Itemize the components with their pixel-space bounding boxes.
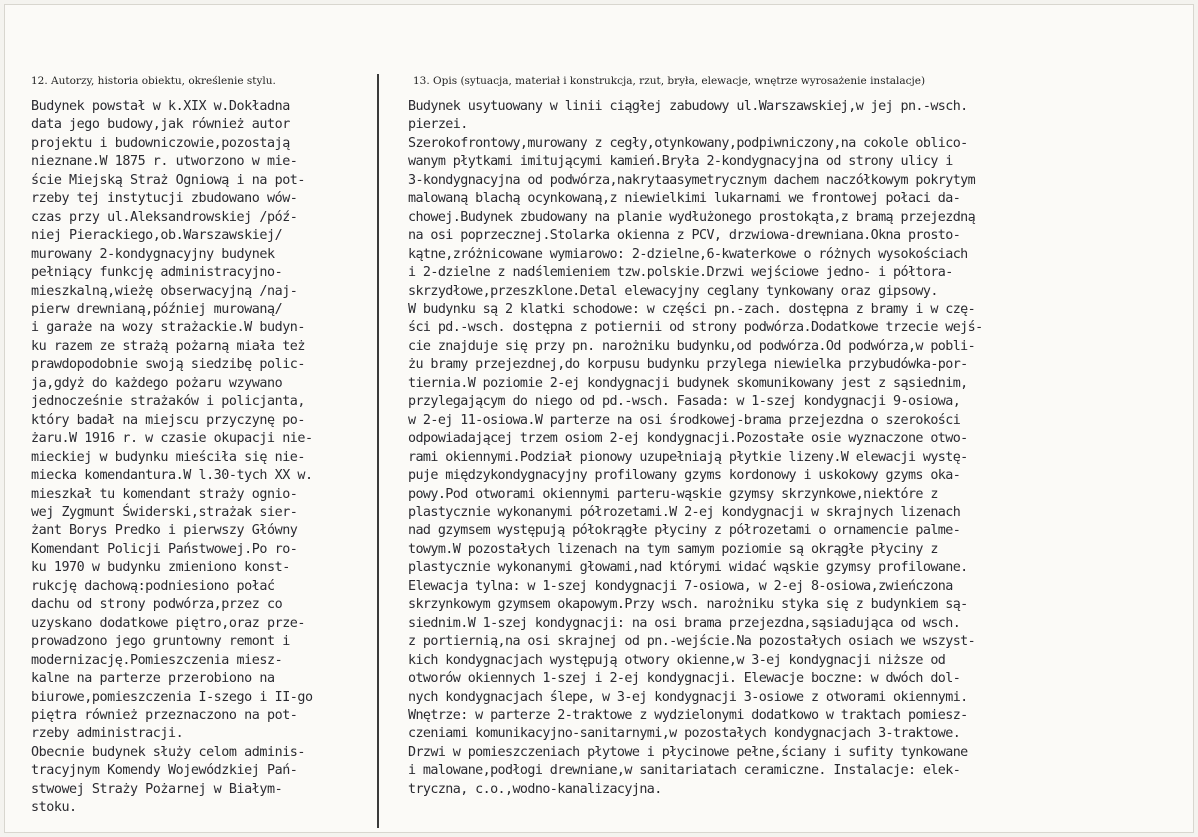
text-line: projektu i budowniczowie,pozostają	[31, 135, 290, 151]
text-line: ści pd.-wsch. dostępna z potiernii od strony podwórza.Dodatkowe trzecie wejś-	[408, 320, 983, 336]
text-line: plastycznie wykonanymi półrozetami.W 2-ej kondygnacji w skrajnych lizenach	[408, 504, 961, 520]
text-line: rzeby tej instytucji zbudowano wów-	[31, 191, 298, 207]
text-line: modernizację.Pomieszczenia miesz-	[31, 652, 283, 668]
text-line: murowany 2-kondygnacyjny budynek	[31, 246, 275, 262]
text-line: niej Pierackiego,ob.Warszawskiej/	[31, 228, 283, 244]
text-line: stwowej Straży Pożarnej w Białym-	[31, 781, 283, 797]
text-line: Elewacja tylna: w 1-szej kondygnacji 7-osiowa, w 2-ej 8-osiowa,zwieńczona	[408, 578, 953, 594]
text-line: czas przy ul.Aleksandrowskiej /póź-	[31, 209, 298, 225]
text-line: 3-kondygnacyjna od podwórza,nakrytaasymetrycznym dachem naczółkowym pokrytym	[408, 172, 976, 188]
section-12-text	[31, 98, 313, 818]
text-line: mieckiej w budynku mieściła się nie-	[31, 449, 306, 465]
text-line: tracyjnym Komendy Wojewódzkiej Pań-	[31, 763, 298, 779]
text-line: Wnętrze: w parterze 2-traktowe z wydzielonymi dodatkowo w traktach pomiesz-	[408, 707, 968, 723]
text-line: nych kondygnacjach ślepe, w 3-ej kondygnacji 3-osiowe z otworami okiennymi.	[408, 689, 968, 705]
text-line: nad gzymsem występują półokrągłe płyciny z półrozetami o ornamencie palme-	[408, 523, 961, 539]
text-line: chowej.Budynek zbudowany na planie wydłużonego prostokąta,z bramą przejezdną	[408, 209, 976, 225]
text-line: kich kondygnacjach występują otwory okienne,w 3-ej kondygnacji niższe od	[408, 652, 946, 668]
text-line: i malowane,podłogi drewniane,w sanitariatach ceramiczne. Instalacje: elek-	[408, 763, 961, 779]
text-line: plastycznie wykonanymi głowami,nad którymi widać wąskie gzymsy profilowane.	[408, 560, 968, 576]
text-line: data jego budowy,jak również autor	[31, 117, 290, 133]
text-line: puje międzykondygnacyjny profilowany gzyms kordonowy i uskokowy gzyms oka-	[408, 468, 961, 484]
text-line: Komendant Policji Państwowej.Po ro-	[31, 541, 298, 557]
text-line: prowadzono jego gruntowny remont i	[31, 634, 290, 650]
text-line: Szerokofrontowy,murowany z cegły,otynkowany,podpiwniczony,na cokole oblico-	[408, 135, 968, 151]
text-line: Budynek usytuowany w linii ciągłej zabudowy ul.Warszawskiej,w jej pn.-wsch.	[408, 99, 968, 114]
text-line: rukcję dachową:podniesiono połać	[31, 578, 275, 594]
section-13-header: 13. Opis (sytuacja, materiał i konstrukcja, rzut, bryła, elewacje, wnętrze wyrosażenie instalacje)	[413, 75, 926, 87]
text-line: ście Miejską Straż Ogniową i na pot-	[31, 172, 306, 188]
text-line: towym.W pozostałych lizenach na tym samym poziomie są okrągłe płyciny z	[408, 541, 938, 557]
text-line: biurowe,pomieszczenia I-szego i II-go	[31, 689, 313, 705]
text-line: wej Zygmunt Świderski,strażak sier-	[31, 504, 298, 520]
text-line: Budynek powstał w k.XIX w.Dokładna	[31, 99, 290, 114]
text-line: żant Borys Predko i pierwszy Główny	[31, 523, 298, 539]
text-line: w 2-ej 11-osiowa.W parterze na osi środkowej-brama przejezdna o szerokości	[408, 412, 961, 428]
text-line: Drzwi w pomieszczeniach płytowe i płycinowe pełne,ściany i sufity tynkowane	[408, 744, 968, 760]
text-line: i garaże na wozy strażackie.W budyn-	[31, 320, 306, 336]
text-line: ku 1970 w budynku zmieniono konst-	[31, 560, 290, 576]
text-line: żaru.W 1916 r. w czasie okupacji nie-	[31, 431, 313, 447]
text-line: mieszkalną,wieżę obserwacyjną /naj-	[31, 283, 298, 299]
text-line: rami okiennymi.Podział pionowy uzupełniają płytkie lizeny.W elewacji wystę-	[408, 449, 968, 465]
text-line: W budynku są 2 klatki schodowe: w części pn.-zach. dostępna z bramy i w czę-	[408, 301, 976, 317]
text-line: tiernia.W poziomie 2-ej kondygnacji budynek skomunikowany jest z sąsiednim,	[408, 375, 968, 391]
text-line: siednim.W 1-szej kondygnacji: na osi bramа przejezdna,sąsiadująca od wsch.	[408, 615, 961, 631]
text-line: cie znajduje się przy pn. narożniku budynku,od podwórza.Od podwórza,w pobli-	[408, 338, 976, 354]
text-line: Obecnie budynek służy celom adminis-	[31, 744, 306, 760]
text-line: żu bramy przejezdnej,do korpusu budynku przylega niewielka przybudówka-por-	[408, 357, 968, 373]
text-line: malowaną blachą ocynkowaną,z niewielkimi lukarnami we frontowej połaci da-	[408, 191, 961, 207]
text-line: mieszkał tu komendant straży ognio-	[31, 486, 298, 502]
text-line: na osi poprzecznej.Stolarka okienna z PCV, drzwiowa-drewniana.Okna prosto-	[408, 228, 961, 244]
text-line: z portiernią,na osi skrajnej od pn.-wejście.Na pozostałych osiach we wszyst-	[408, 634, 976, 650]
text-line: uzyskano dodatkowe piętro,oraz prze-	[31, 615, 306, 631]
text-line: który badał na miejscu przyczynę po-	[31, 412, 306, 428]
text-line: ja,gdyż do każdego pożaru wzywano	[31, 375, 283, 391]
text-line: kalne na parterze przerobiono na	[31, 671, 275, 687]
text-line: pierzei.	[408, 117, 468, 133]
section-13-text	[408, 98, 983, 799]
text-line: dachu od strony podwórza,przez co	[31, 597, 283, 613]
text-line: skrzynkowym gzymsem okapowym.Przy wsch. narożniku styka się z budynkiem są-	[408, 597, 968, 613]
text-line: rzeby administracji.	[31, 726, 184, 742]
text-line: skrzydłowe,przeszklone.Detal elewacyjny ceglany tynkowany oraz gipsowy.	[408, 283, 938, 299]
text-line: odpowiadającej trzem osiom 2-ej kondygnacji.Pozostałe osie wyznaczone otwo-	[408, 431, 968, 447]
text-line: prawdopodobnie swoją siedzibę polic-	[31, 357, 306, 373]
text-line: czeniami komunikacyjno-sanitarnymi,w pozostałych kondygnacjach 3-traktowe.	[408, 726, 961, 742]
text-line: powy.Pod otworami okiennymi parteru-wąskie gzymsy skrzynkowe,niektóre z	[408, 486, 938, 502]
text-line: pierw drewnianą,później murowaną/	[31, 301, 283, 317]
text-line: stoku.	[31, 800, 77, 816]
text-line: przylegającym do niego od pd.-wsch. Fasada: w 1-szej kondygnacji 9-osiowa,	[408, 394, 961, 410]
text-line: tryczna, c.o.,wodno-kanalizacyjna.	[408, 781, 662, 797]
text-line: ku razem ze strażą pożarną miała też	[31, 338, 306, 354]
section-12-header: 12. Autorzy, historia obiektu, określenie stylu.	[31, 75, 276, 87]
text-line: piętra również przeznaczono na pot-	[31, 707, 298, 723]
column-divider	[377, 74, 379, 828]
text-line: wanym płytkami imitującymi kamień.Bryła 2-kondygnacyjna od strony ulicy i	[408, 154, 953, 170]
text-line: i 2-dzielne z nadślemieniem tzw.polskie.Drzwi wejściowe jedno- i półtora-	[408, 265, 953, 281]
text-line: nieznane.W 1875 r. utworzono w mie-	[31, 154, 298, 170]
text-line: otworów okiennych 1-szej i 2-ej kondygnacji. Elewacje boczne: w dwóch dol-	[408, 671, 961, 687]
text-line: pełniący funkcję administracyjno-	[31, 265, 283, 281]
text-line: jednocześnie strażaków i policjanta,	[31, 394, 306, 410]
text-line: miecka komendantura.W l.30-tych XX w.	[31, 468, 313, 484]
text-line: kątne,zróżnicowane wymiarowo: 2-dzielne,6-kwaterkowe o różnych wysokościach	[408, 246, 968, 262]
